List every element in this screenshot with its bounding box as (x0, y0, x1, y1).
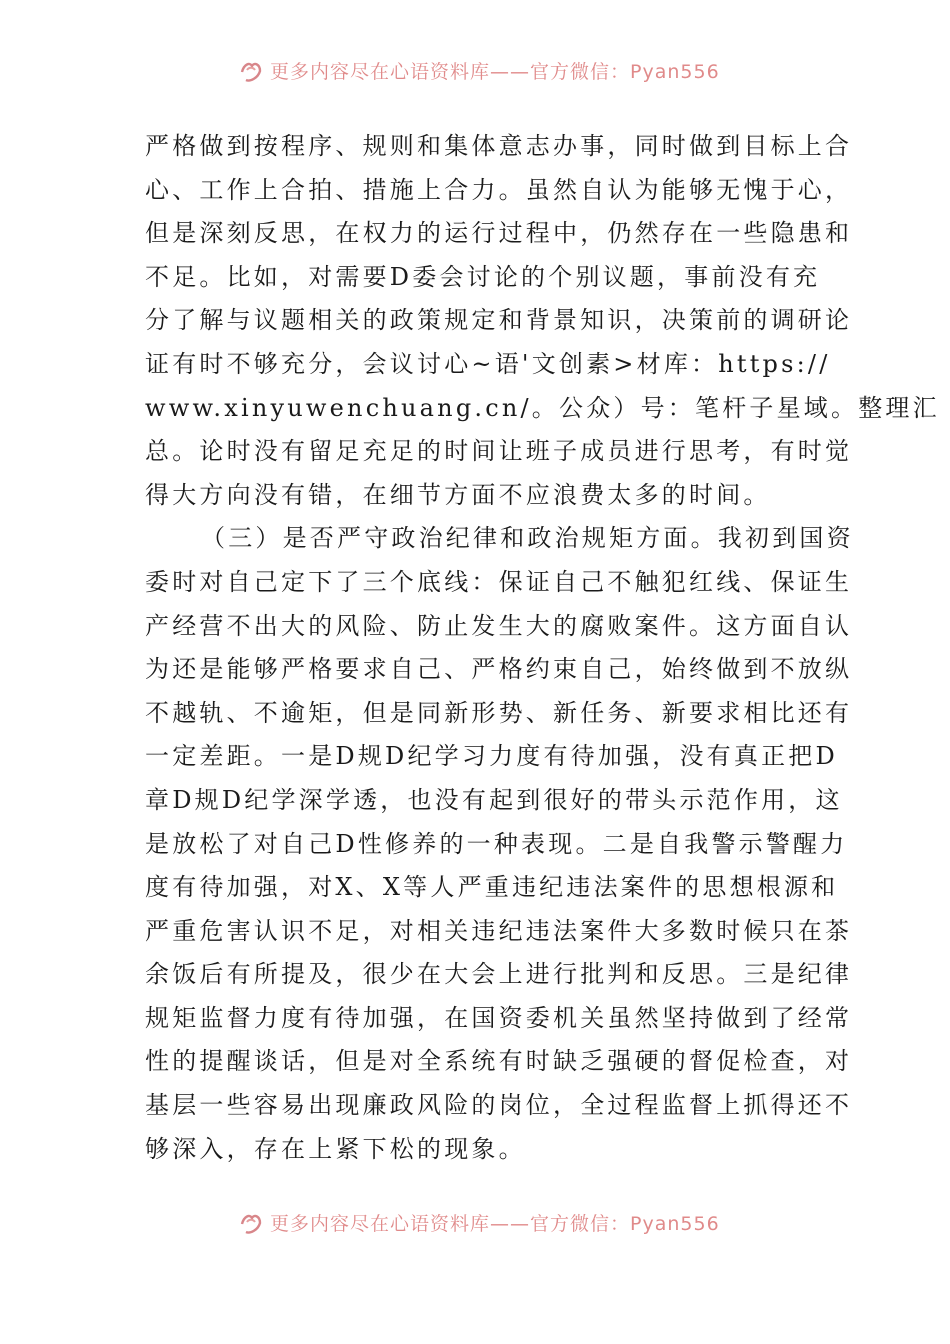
text-line: 是放松了对自己D性修养的一种表现。二是自我警示警醒力 (145, 829, 848, 858)
text-line: 为还是能够严格要求自己、严格约束自己，始终做到不放纵 (145, 655, 853, 684)
text-line: 总。论时没有留足充足的时间让班子成员进行思考，有时觉 (145, 437, 853, 466)
lotus-logo-icon (238, 1210, 264, 1236)
text-line: 严重危害认识不足，对相关违纪违法案件大多数时候只在茶 (145, 916, 853, 945)
paragraph (145, 125, 940, 517)
text-line: www.xinyuwenchuang.cn/。公众）号：笔杆子星域。整理汇 (145, 393, 940, 422)
text-line: 余饭后有所提及，很少在大会上进行批判和反思。三是纪律 (145, 960, 853, 989)
text-line: 产经营不出大的风险、防止发生大的腐败案件。这方面自认 (145, 611, 853, 640)
text-line: （三）是否严守政治纪律和政治规矩方面。我初到国资 (201, 524, 854, 553)
paragraph (145, 517, 854, 1171)
watermark-text: 更多内容尽在心语资料库——官方微信：Pyan556 (270, 61, 720, 83)
lotus-logo-icon (238, 58, 264, 84)
text-line: 不越轨、不逾矩，但是同新形势、新任务、新要求相比还有 (145, 698, 853, 727)
text-line: 严格做到按程序、规则和集体意志办事，同时做到目标上合 (145, 132, 853, 160)
text-line: 章D规D纪学深学透，也没有起到很好的带头示范作用，这 (145, 785, 843, 814)
text-line: 够深入，存在上紧下松的现象。 (145, 1134, 526, 1163)
text-line: 规矩监督力度有待加强，在国资委机关虽然坚持做到了经常 (145, 1003, 853, 1032)
text-line: 一定差距。一是D规D纪学习力度有待加强，没有真正把D (145, 742, 838, 771)
footer-watermark (238, 1210, 720, 1235)
text-line: 性的提醒谈话，但是对全系统有时缺乏强硬的督促检查，对 (145, 1047, 853, 1076)
text-line: 证有时不够充分，会议讨心~语'文创素>材库：https:// (145, 349, 831, 378)
text-line: 但是深刻反思，在权力的运行过程中，仍然存在一些隐患和 (145, 219, 853, 248)
document-body (145, 125, 940, 1171)
text-line: 心、工作上合拍、措施上合力。虽然自认为能够无愧于心， (145, 175, 853, 204)
watermark-text: 更多内容尽在心语资料库——官方微信：Pyan556 (270, 1213, 720, 1235)
header-watermark (238, 58, 720, 83)
text-line: 基层一些容易出现廉政风险的岗位，全过程监督上抓得还不 (145, 1091, 853, 1120)
text-line: 分了解与议题相关的政策规定和背景知识，决策前的调研论 (145, 306, 853, 335)
text-line: 得大方向没有错，在细节方面不应浪费太多的时间。 (145, 480, 771, 509)
text-line: 度有待加强，对X、X等人严重违纪违法案件的思想根源和 (145, 873, 839, 902)
text-line: 不足。比如，对需要D委会讨论的个别议题，事前没有充 (145, 262, 821, 291)
text-line: 委时对自己定下了三个底线：保证自己不触犯红线、保证生 (145, 567, 853, 596)
